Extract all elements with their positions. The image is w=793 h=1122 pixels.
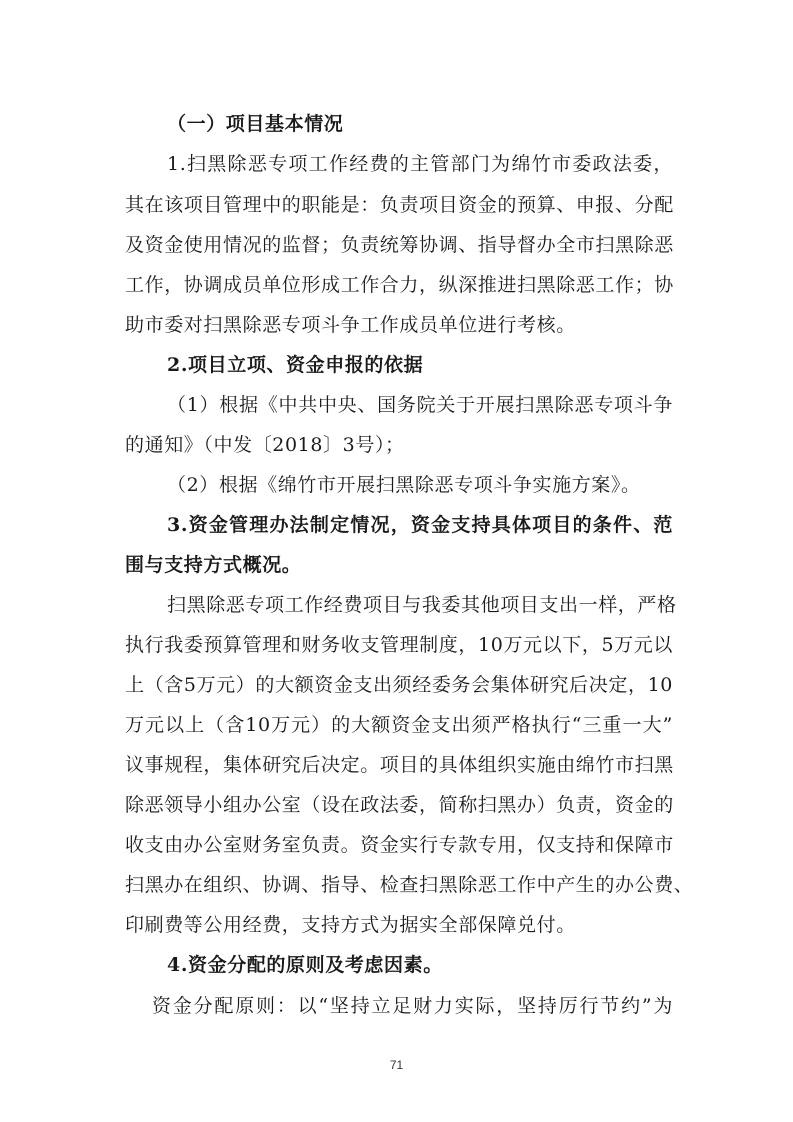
paragraph-line: 助市委对扫黑除恶专项斗争工作成员单位进行考核。 (125, 314, 576, 336)
paragraph-line: 扫黑办在组织、协调、指导、检查扫黑除恶工作中产生的办公费、 (125, 874, 694, 896)
paragraph-line: 执行我委预算管理和财务收支管理制度，10万元以下，5万元以 (125, 634, 673, 656)
paragraph-line: 议事规程，集体研究后决定。项目的具体组织实施由绵竹市扫黑 (125, 754, 674, 776)
paragraph-line: （2）根据《绵竹市开展扫黑除恶专项斗争实施方案》。 (167, 474, 641, 496)
section-heading: 围与支持方式概况。 (125, 554, 302, 576)
page-number: 71 (389, 1058, 404, 1072)
paragraph-line: 上（含5万元）的大额资金支出须经委务会集体研究后决定，10 (125, 674, 673, 696)
paragraph-line: 资金分配原则：以“坚持立足财力实际，坚持厉行节约”为 (152, 995, 673, 1017)
paragraph-line: 万元以上（含10万元）的大额资金支出须严格执行“三重一大” (125, 714, 673, 736)
paragraph-line: 印刷费等公用经费，支持方式为据实全部保障兑付。 (125, 914, 576, 936)
paragraph-line: 工作，协调成员单位形成工作合力，纵深推进扫黑除恶工作；协 (125, 274, 674, 296)
paragraph-line: 及资金使用情况的监督；负责统筹协调、指导督办全市扫黑除恶 (125, 234, 674, 256)
section-heading: （一）项目基本情况 (167, 113, 344, 135)
section-heading: 4.资金分配的原则及考虑因素。 (167, 954, 443, 976)
paragraph-line: 其在该项目管理中的职能是：负责项目资金的预算、申报、分配 (125, 194, 674, 216)
paragraph-line: 扫黑除恶专项工作经费项目与我委其他项目支出一样，严格 (167, 594, 677, 616)
paragraph-line: 除恶领导小组办公室（设在政法委，简称扫黑办）负责，资金的 (125, 794, 674, 816)
paragraph-line: （1）根据《中共中央、国务院关于开展扫黑除恶专项斗争 (167, 394, 673, 416)
paragraph-line: 的通知》（中发〔2018〕3号）； (125, 434, 405, 456)
paragraph-line: 1.扫黑除恶专项工作经费的主管部门为绵竹市委政法委， (167, 153, 673, 175)
paragraph-line: 收支由办公室财务室负责。资金实行专款专用，仅支持和保障市 (125, 834, 674, 856)
section-heading: 2.项目立项、资金申报的依据 (167, 354, 424, 376)
section-heading: 3.资金管理办法制定情况，资金支持具体项目的条件、范 (167, 514, 673, 536)
